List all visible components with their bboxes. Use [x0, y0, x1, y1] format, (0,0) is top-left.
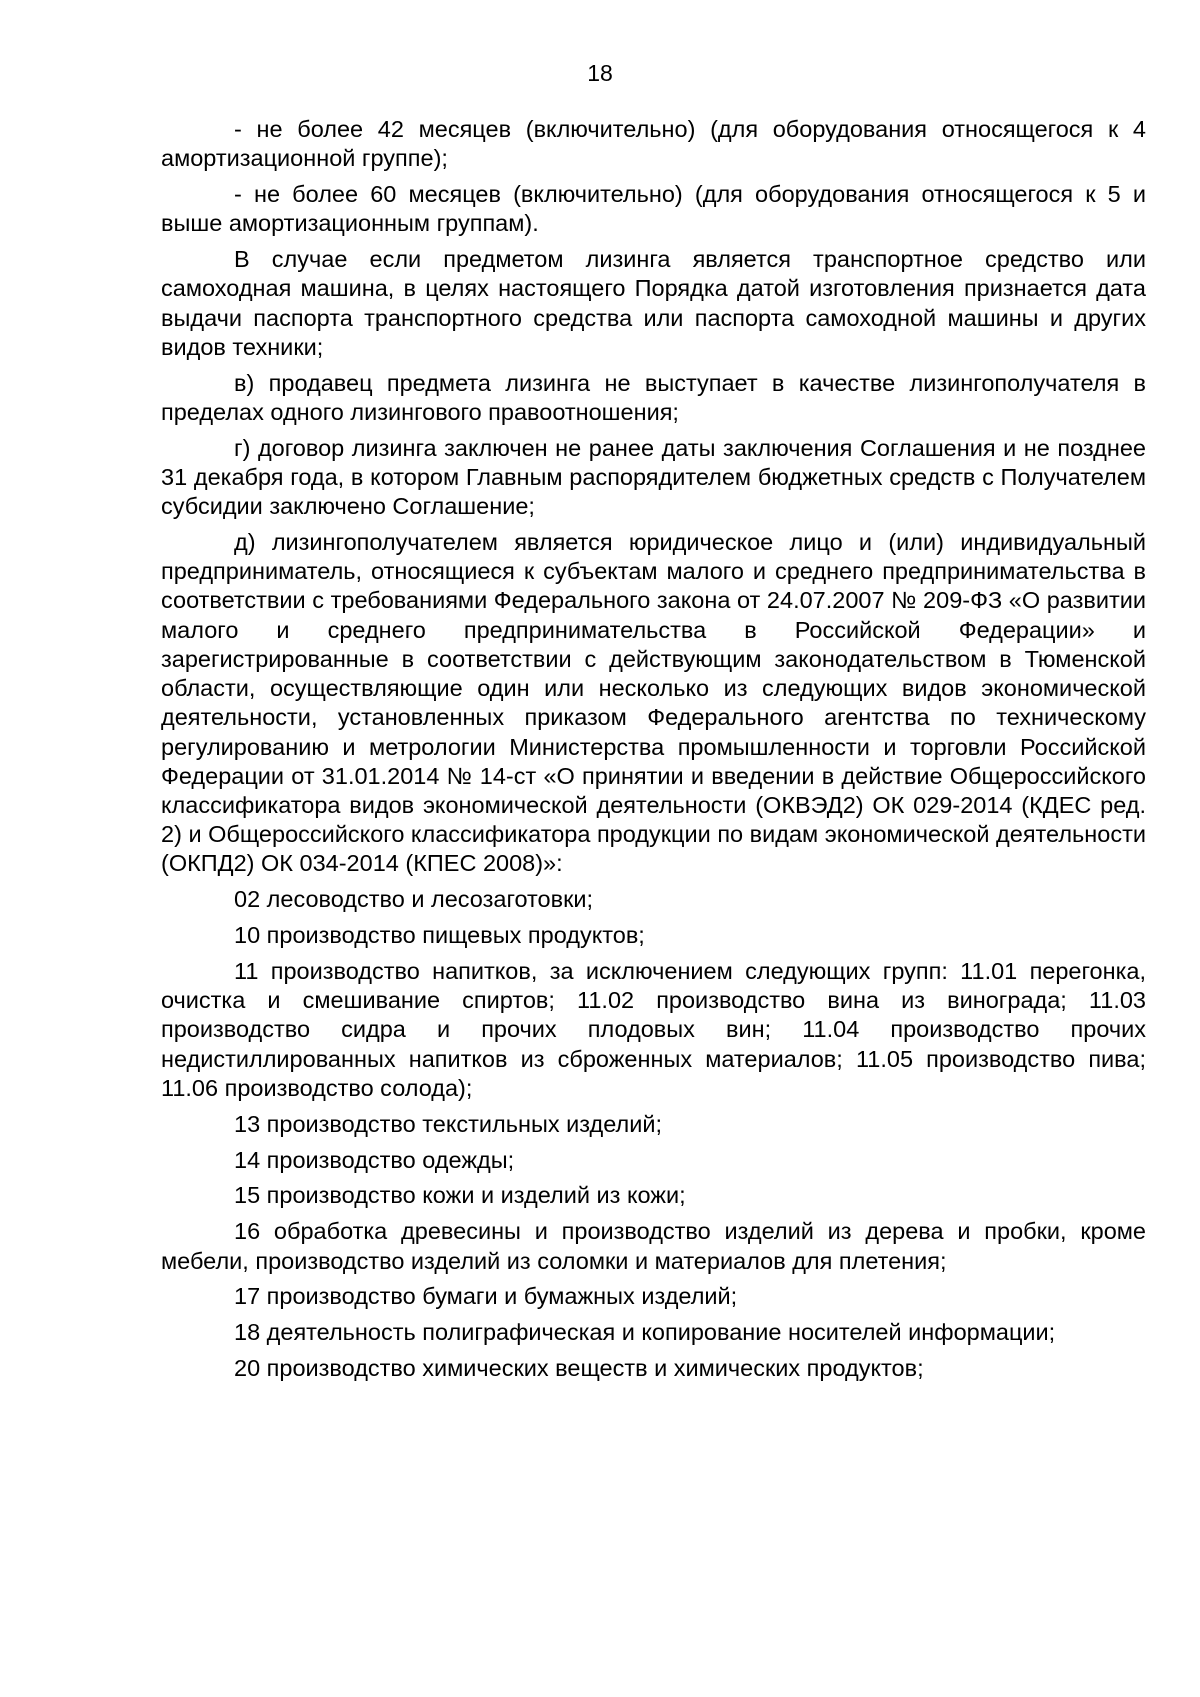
list-item-okved-15: 15 производство кожи и изделий из кожи;	[234, 1182, 686, 1209]
paragraph-condition-d: д) лизингополучателем является юридическое лицо и (или) индивидуальный предприниматель, относящиеся к субъектам малого и среднего предпринимательства в соответствии с требованиями Федерального закона от 24.07.2007 № 209-ФЗ «О развитии малого и среднего предпринимательства в Российской Федерации» и зарегистрированные в соответствии с действующим законодательством в Тюменской области, осуществляющие один или несколько из следующих видов экономической деятельности, установленных приказом Федерального агентства по техническому регулированию и метрологии Министерства промышленности и торговли Российской Федерации от 31.01.2014 № 14-ст «О принятии и введении в действие Общероссийского классификатора видов экономической деятельности (ОКВЭД2) ОК 029-2014 (КДЕС ред. 2) и Общероссийского классификатора продукции по видам экономической деятельности (ОКПД2) ОК 034-2014 (КПЕС 2008)»:	[161, 529, 1146, 877]
paragraph-condition-v: в) продавец предмета лизинга не выступает в качестве лизингополучателя в пределах одного лизингового правоотношения;	[161, 369, 1146, 425]
paragraph-vehicle-manufacture-date: В случае если предметом лизинга является транспортное средство или самоходная машина, в целях настоящего Порядка датой изготовления признается дата выдачи паспорта транспортного средства или паспорта самоходной машины и других видов техники;	[161, 246, 1146, 360]
page-number: 18	[587, 60, 613, 86]
list-item-okved-13: 13 производство текстильных изделий;	[234, 1110, 662, 1137]
list-item-okved-02: 02 лесоводство и лесозаготовки;	[234, 886, 594, 913]
list-item-okved-18: 18 деятельность полиграфическая и копирование носителей информации;	[234, 1319, 1056, 1346]
paragraph-item-limit-60: - не более 60 месяцев (включительно) (для оборудования относящегося к 5 и выше амортизационным группам).	[161, 181, 1146, 237]
paragraph-item-limit-42: - не более 42 месяцев (включительно) (для оборудования относящегося к 4 амортизационной группе);	[161, 116, 1146, 172]
list-item-okved-10: 10 производство пищевых продуктов;	[234, 922, 645, 949]
list-item-okved-17: 17 производство бумаги и бумажных изделий;	[234, 1283, 738, 1310]
document-body	[161, 115, 1146, 1390]
list-item-okved-16: 16 обработка древесины и производство изделий из дерева и пробки, кроме мебели, производство изделий из соломки и материалов для плетения;	[161, 1218, 1146, 1274]
paragraph-condition-g: г) договор лизинга заключен не ранее даты заключения Соглашения и не позднее 31 декабря года, в котором Главным распорядителем бюджетных средств с Получателем субсидии заключено Соглашение;	[161, 434, 1146, 520]
list-item-okved-20: 20 производство химических веществ и химических продуктов;	[234, 1355, 924, 1382]
list-item-okved-11: 11 производство напитков, за исключением следующих групп: 11.01 перегонка, очистка и смешивание спиртов; 11.02 производство вина из винограда; 11.03 производство сидра и прочих плодовых вин; 11.04 производство прочих недистиллированных напитков из сброженных материалов; 11.05 производство пива; 11.06 производство солода);	[161, 957, 1146, 1101]
list-item-okved-14: 14 производство одежды;	[234, 1146, 515, 1173]
